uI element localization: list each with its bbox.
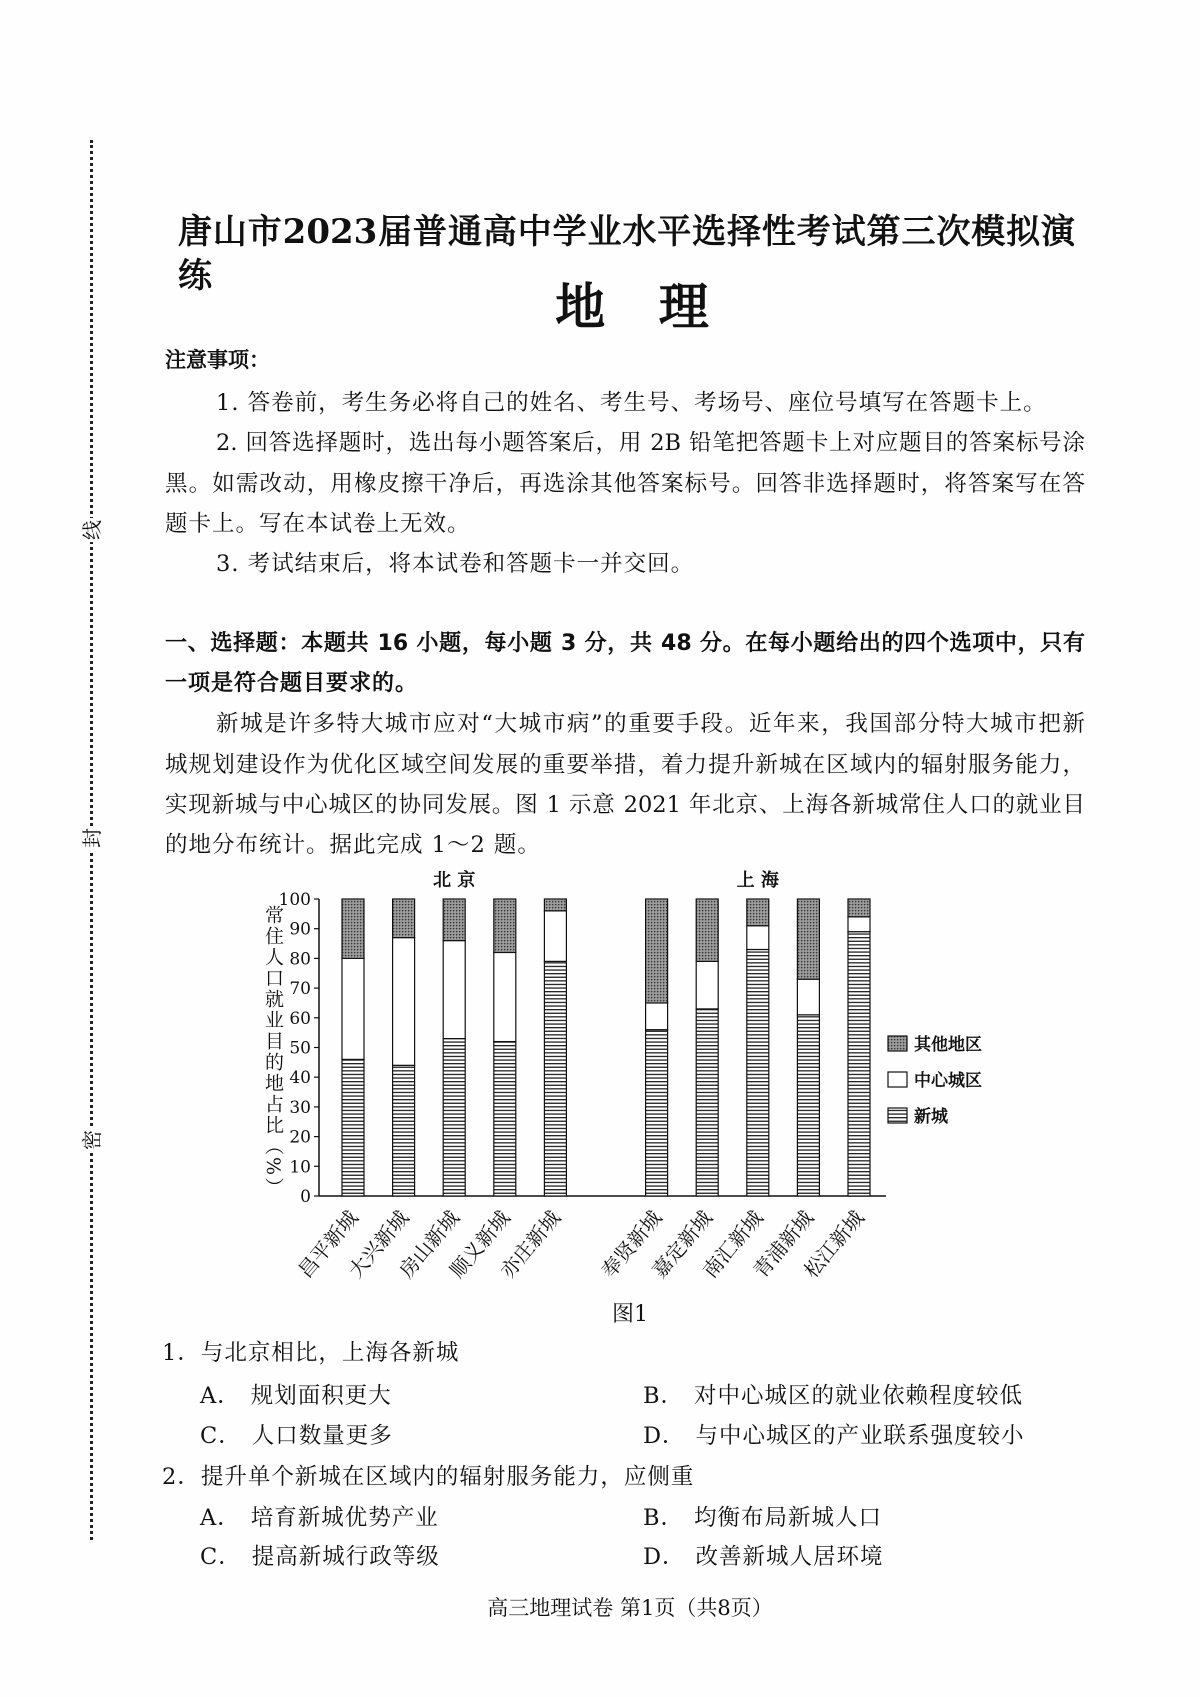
option-label: A．	[200, 1505, 241, 1531]
section-heading-line-2: 一项是符合题目要求的。	[165, 671, 419, 696]
section-heading-line-1: 一、选择题：本题共 16 小题，每小题 3 分，共 48 分。在每小题给出的四个选项中，只有	[165, 631, 1085, 656]
bar-segment-other-area-9	[797, 899, 819, 979]
y-tick-label: 20	[289, 1127, 311, 1148]
question-1-option-c[interactable]	[200, 1421, 393, 1451]
exam-title: 唐山市2023届普通高中学业水平选择性考试第三次模拟演练	[178, 212, 1075, 296]
bar-segment-other-area-7	[696, 899, 718, 961]
option-text: 培育新城优势产业	[250, 1505, 439, 1531]
y-tick-label: 30	[289, 1097, 311, 1118]
bar-segment-new-city-2	[393, 1065, 415, 1196]
group-label-1: 北 京	[433, 870, 476, 891]
notice-item-1: 1. 答卷前，考生务必将自己的姓名、考生号、考场号、座位号填写在答题卡上。	[216, 390, 1047, 416]
legend-swatch-new-city	[888, 1108, 907, 1123]
bar-segment-new-city-5	[544, 961, 566, 1196]
bar-segment-central-city-2	[393, 938, 415, 1066]
bar-segment-central-city-6	[646, 1003, 668, 1030]
notice-item-2-line-2: 黑。如需改动，用橡皮擦干净后，再选涂其他答案标号。回答非选择题时，将答案写在答	[165, 471, 1085, 497]
bar-segment-new-city-3	[443, 1039, 465, 1196]
legend-label-other-area: 其他地区	[914, 1035, 982, 1055]
figure-caption: 图1	[612, 1302, 648, 1327]
option-label: A．	[200, 1383, 241, 1409]
material-line-2: 城规划建设作为优化区域空间发展的重要举措，着力提升新城在区域内的辐射服务能力，	[165, 752, 1085, 778]
legend-swatch-central-city	[888, 1072, 907, 1087]
question-2-option-c[interactable]	[200, 1542, 440, 1572]
option-text: 与中心城区的产业联系强度较小	[695, 1423, 1025, 1449]
notice-item-2-line-3: 题卡上。写在本试卷上无效。	[165, 511, 471, 537]
group-label-2: 上 海	[736, 870, 779, 891]
x-category-label: 顺义新城	[444, 1205, 515, 1283]
x-category-label: 青浦新城	[748, 1205, 819, 1283]
y-tick-label: 70	[289, 979, 311, 1000]
bar-segment-central-city-3	[443, 941, 465, 1039]
bar-segment-other-area-10	[848, 899, 870, 917]
question-2-option-d[interactable]	[643, 1542, 884, 1572]
y-tick-label: 90	[289, 919, 311, 940]
option-label: B．	[643, 1505, 685, 1531]
x-category-label: 房山新城	[394, 1205, 465, 1283]
option-text: 规划面积更大	[250, 1383, 392, 1409]
bar-segment-new-city-10	[848, 932, 870, 1196]
notice-item-2-line-1: 2. 回答选择题时，选出每小题答案后，用 2B 铅笔把答题卡上对应题目的答案标号涂	[216, 430, 1085, 456]
bar-segment-central-city-5	[544, 911, 566, 961]
option-label: B．	[643, 1383, 685, 1409]
binding-label-xian: 线	[80, 520, 104, 540]
y-tick-label: 80	[289, 949, 311, 970]
option-text: 均衡布局新城人口	[694, 1505, 883, 1531]
option-label: D．	[643, 1423, 686, 1449]
material-line-4: 的地分布统计。据此完成 1～2 题。	[165, 832, 541, 858]
question-2-stem: 2．提升单个新城在区域内的辐射服务能力，应侧重	[162, 1464, 695, 1490]
y-tick-label: 10	[289, 1157, 311, 1178]
x-category-label: 嘉定新城	[647, 1205, 718, 1283]
bar-segment-central-city-9	[797, 979, 819, 1015]
x-category-label: 松江新城	[799, 1205, 869, 1283]
bar-segment-other-area-2	[393, 899, 415, 938]
bar-segment-central-city-10	[848, 917, 870, 932]
y-tick-label: 50	[289, 1038, 311, 1059]
x-category-label: 昌平新城	[293, 1205, 363, 1283]
bar-segment-other-area-8	[747, 899, 769, 926]
notices-heading: 注意事项：	[165, 348, 270, 372]
option-text: 人口数量更多	[251, 1423, 393, 1449]
notice-item-3: 3. 考试结束后，将本试卷和答题卡一并交回。	[216, 551, 695, 577]
bar-segment-central-city-1	[342, 958, 364, 1059]
legend-swatch-other-area	[888, 1036, 907, 1051]
question-1-option-a[interactable]	[200, 1381, 392, 1411]
binding-label-feng: 封	[80, 828, 104, 848]
bar-segment-other-area-1	[342, 899, 364, 958]
question-1-option-b[interactable]	[643, 1381, 1023, 1411]
bar-segment-new-city-8	[747, 949, 769, 1196]
x-category-label: 大兴新城	[343, 1205, 414, 1283]
material-line-3: 实现新城与中心城区的协同发展。图 1 示意 2021 年北京、上海各新城常住人口的就业目	[165, 792, 1085, 818]
option-label: C．	[200, 1544, 242, 1570]
option-text: 对中心城区的就业依赖程度较低	[694, 1383, 1024, 1409]
y-tick-label: 40	[289, 1068, 311, 1089]
stacked-bar-chart	[240, 865, 1010, 1290]
bar-segment-other-area-3	[443, 899, 465, 941]
x-category-label: 亦庄新城	[495, 1205, 566, 1283]
bar-segment-new-city-6	[646, 1030, 668, 1196]
question-1-stem: 1．与北京相比，上海各新城	[162, 1340, 460, 1366]
bar-segment-central-city-4	[494, 952, 516, 1041]
bar-segment-other-area-6	[646, 899, 668, 1003]
x-category-label: 南汇新城	[697, 1205, 768, 1283]
option-label: C．	[200, 1423, 242, 1449]
y-tick-label: 60	[289, 1008, 311, 1029]
bar-segment-new-city-1	[342, 1059, 364, 1196]
bar-segment-other-area-4	[494, 899, 516, 952]
option-text: 提高新城行政等级	[251, 1544, 440, 1570]
subject-title: 地 理	[555, 278, 727, 336]
option-text: 改善新城人居环境	[695, 1544, 884, 1570]
y-tick-label: 0	[300, 1187, 311, 1207]
bar-segment-new-city-7	[696, 1009, 718, 1196]
bar-segment-central-city-8	[747, 926, 769, 950]
binding-label-mi: 密	[80, 1130, 104, 1150]
option-label: D．	[643, 1544, 686, 1570]
question-1-option-d[interactable]	[643, 1421, 1025, 1451]
bar-segment-new-city-9	[797, 1015, 819, 1196]
legend-label-central-city: 中心城区	[914, 1071, 982, 1091]
y-axis-label: 常住人口就业目的地占比（%）	[262, 905, 284, 1199]
bar-segment-central-city-7	[696, 961, 718, 1009]
material-line-1: 新城是许多特大城市应对“大城市病”的重要手段。近年来，我国部分特大城市把新	[216, 711, 1085, 737]
legend-label-new-city: 新城	[914, 1107, 948, 1127]
x-category-label: 奉贤新城	[596, 1205, 667, 1283]
y-tick-label: 100	[278, 890, 311, 910]
bar-segment-other-area-5	[544, 899, 566, 911]
question-2-option-b[interactable]	[643, 1503, 882, 1533]
question-2-option-a[interactable]	[200, 1503, 439, 1533]
page-footer: 高三地理试卷 第1页（共8页）	[487, 1596, 773, 1620]
bar-segment-new-city-4	[494, 1042, 516, 1196]
